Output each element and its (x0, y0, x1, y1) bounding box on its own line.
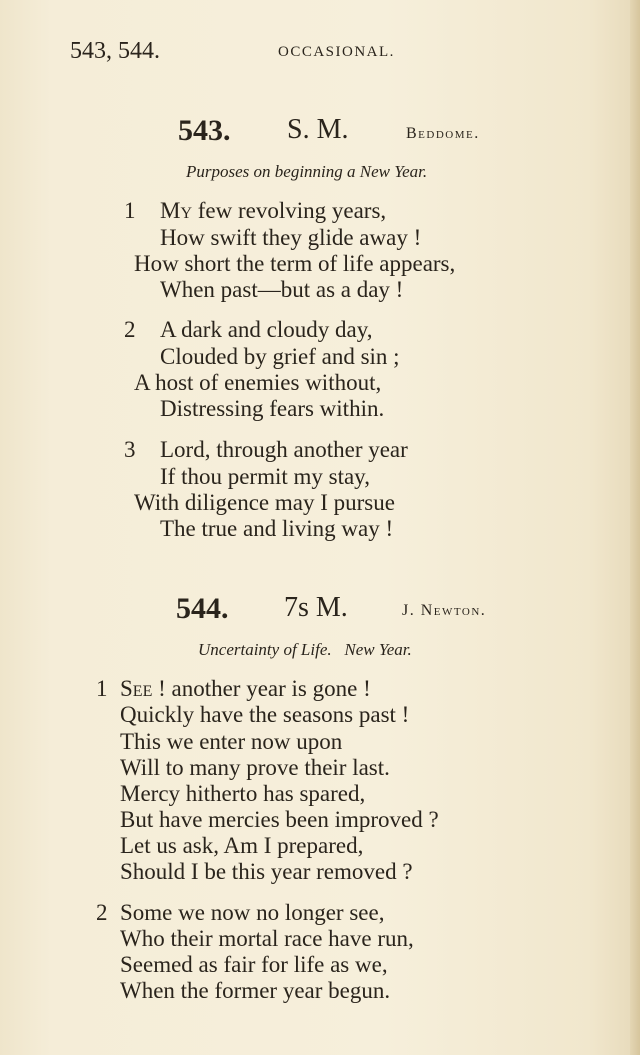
verse-line: Will to many prove their last. (120, 755, 390, 780)
verse-line: How swift they glide away ! (160, 225, 422, 250)
verse-line: With diligence may I pursue (134, 490, 395, 515)
verse-line: The true and living way ! (160, 516, 394, 541)
hymn-meter: 7s M. (284, 592, 348, 623)
verse-line: Who their mortal race have run, (120, 926, 414, 951)
verse-line: A host of enemies without, (134, 370, 382, 395)
hymn-543-heading (0, 114, 640, 154)
verse-line: When past—but as a day ! (160, 277, 404, 302)
verse-number: 2 (96, 900, 108, 925)
verse-line: Lord, through another year (160, 437, 408, 462)
header-section-title: OCCASIONAL. (278, 44, 395, 60)
verse-line: Quickly have the seasons past ! (120, 702, 410, 727)
verse-line: Clouded by grief and sin ; (160, 344, 400, 369)
verse-number: 1 (124, 198, 136, 223)
verse-number: 2 (124, 317, 136, 342)
hymn-number: 543. (178, 114, 231, 147)
verse-line: Mercy hitherto has spared, (120, 781, 366, 806)
hymn-544-subtitle: Uncertainty of Life. New Year. (198, 640, 412, 659)
page-edge (630, 0, 640, 1055)
verse-first-word: My (160, 198, 193, 223)
verse-line: Should I be this year removed ? (120, 859, 413, 884)
header-page-numbers: 543, 544. (70, 38, 160, 64)
verse-line: But have mercies been improved ? (120, 807, 439, 832)
verse-line: This we enter now upon (120, 729, 343, 754)
verse-line: Let us ask, Am I prepared, (120, 833, 364, 858)
hymn-meter: S. M. (287, 114, 349, 145)
hymn-544-heading (0, 592, 640, 632)
verse-line: When the former year begun. (120, 978, 391, 1003)
hymn-author: J. Newton. (402, 602, 487, 619)
verse-line: Some we now no longer see, (120, 900, 385, 925)
verse-line: Seemed as fair for life as we, (120, 952, 388, 977)
verse-number: 1 (96, 676, 108, 701)
running-header (70, 38, 570, 68)
verse-line-rest: ! another year is gone ! (152, 676, 371, 701)
verse-line (160, 198, 386, 224)
verse-line: If thou permit my stay, (160, 464, 370, 489)
hymn-author: Beddome. (406, 125, 480, 142)
hymn-543-subtitle: Purposes on beginning a New Year. (186, 162, 428, 181)
verse-line: A dark and cloudy day, (160, 317, 373, 342)
verse-first-word: See (120, 676, 153, 701)
verse-number: 3 (124, 437, 136, 462)
verse-line: How short the term of life appears, (134, 251, 456, 276)
verse-line: Distressing fears within. (160, 396, 385, 421)
verse-line (120, 676, 371, 702)
hymn-number: 544. (176, 592, 229, 625)
verse-line-rest: few revolving years, (192, 198, 387, 223)
